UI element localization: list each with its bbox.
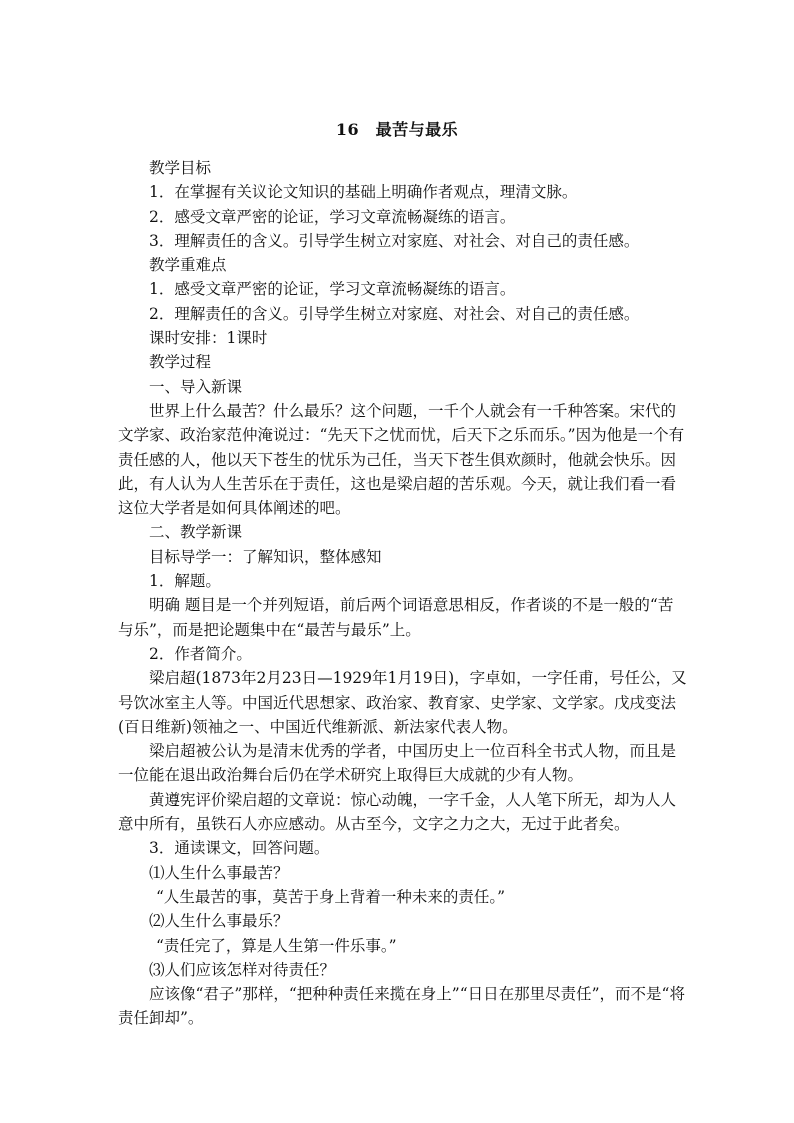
lesson-title: 16 最苦与最乐 xyxy=(335,120,459,139)
step-title-explanation: 1．解题。 xyxy=(149,572,221,591)
question-2: ⑵人生什么事最乐？ xyxy=(149,912,289,931)
goal-item-2: 2．感受文章严密的论证，学习文章流畅凝练的语言。 xyxy=(149,207,516,226)
step-read-text: 3．通读课文，回答问题。 xyxy=(149,839,330,858)
question-1: ⑴人生什么事最苦？ xyxy=(149,863,289,882)
question-3: ⑶人们应该怎样对待责任？ xyxy=(149,960,336,979)
heading-teaching-goals: 教学目标 xyxy=(149,159,212,177)
lesson-body xyxy=(118,156,688,1031)
section-intro: 一、导入新课 xyxy=(149,377,243,396)
goal-item-3: 3．理解责任的含义。引导学生树立对家庭、对社会、对自己的责任感。 xyxy=(149,231,640,250)
class-schedule: 课时安排：1课时 xyxy=(149,329,268,348)
huang-comment-paragraph: 黄遵宪评价梁启超的文章说：惊心动魄，一字千金，人人笔下所无，却为人人意中所有，虽铁石人亦应感动。从古至今，文字之力之大，无过于此者矣。 xyxy=(118,790,677,834)
goal-guide-1: 目标导学一：了解知识，整体感知 xyxy=(149,547,382,566)
section-new-lesson: 二、教学新课 xyxy=(149,523,243,542)
answer-3: 应该像“君子”那样，“把种种责任来揽在身上”“日日在那里尽责任”，而不是“将责任卸却”。 xyxy=(118,985,685,1028)
author-praise-paragraph: 梁启超被公认为是清末优秀的学者，中国历史上一位百科全书式人物，而且是一位能在退出政治舞台后仍在学术研究上取得巨大成就的少有人物。 xyxy=(118,742,677,785)
title-explanation-paragraph: 明确 题目是一个并列短语，前后两个词语意思相反，作者谈的不是一般的“苦与乐”，而是把论题集中在“最苦与最乐”上。 xyxy=(118,596,674,639)
key-point-1: 1．感受文章严密的论证，学习文章流畅凝练的语言。 xyxy=(149,280,516,299)
answer-2: “责任完了，算是人生第一件乐事。” xyxy=(156,936,397,955)
key-point-2: 2．理解责任的含义。引导学生树立对家庭、对社会、对自己的责任感。 xyxy=(149,304,640,323)
heading-teaching-process: 教学过程 xyxy=(149,353,212,372)
answer-1: “人生最苦的事，莫苦于身上背着一种未来的责任。” xyxy=(156,887,506,906)
goal-item-1: 1．在掌握有关议论文知识的基础上明确作者观点，理清文脉。 xyxy=(149,183,578,202)
author-bio-paragraph: 梁启超(1873年2月23日—1929年1月19日)，字卓如，一字任甫，号任公，又号饮冰室主人等。中国近代思想家、政治家、教育家、史学家、文学家。戊戌变法(百日维新)领袖之一、中国近代维新派、新法家代表人物。 xyxy=(118,669,687,736)
intro-paragraph: 世界上什么最苦？什么最乐？这个问题，一千个人就会有一千种答案。宋代的文学家、政治家范仲淹说过：“先天下之忧而忧，后天下之乐而乐。”因为他是一个有责任感的人，他以天下苍生的忧乐为己任，当天下苍生俱欢颜时，他就会快乐。因此，有人认为人生苦乐在于责任，这也是梁启超的苦乐观。今天，就让我们看一看这位大学者是如何具体阐述的吧。 xyxy=(118,401,685,518)
step-author-intro: 2．作者简介。 xyxy=(149,644,252,663)
heading-key-points: 教学重难点 xyxy=(149,256,227,275)
